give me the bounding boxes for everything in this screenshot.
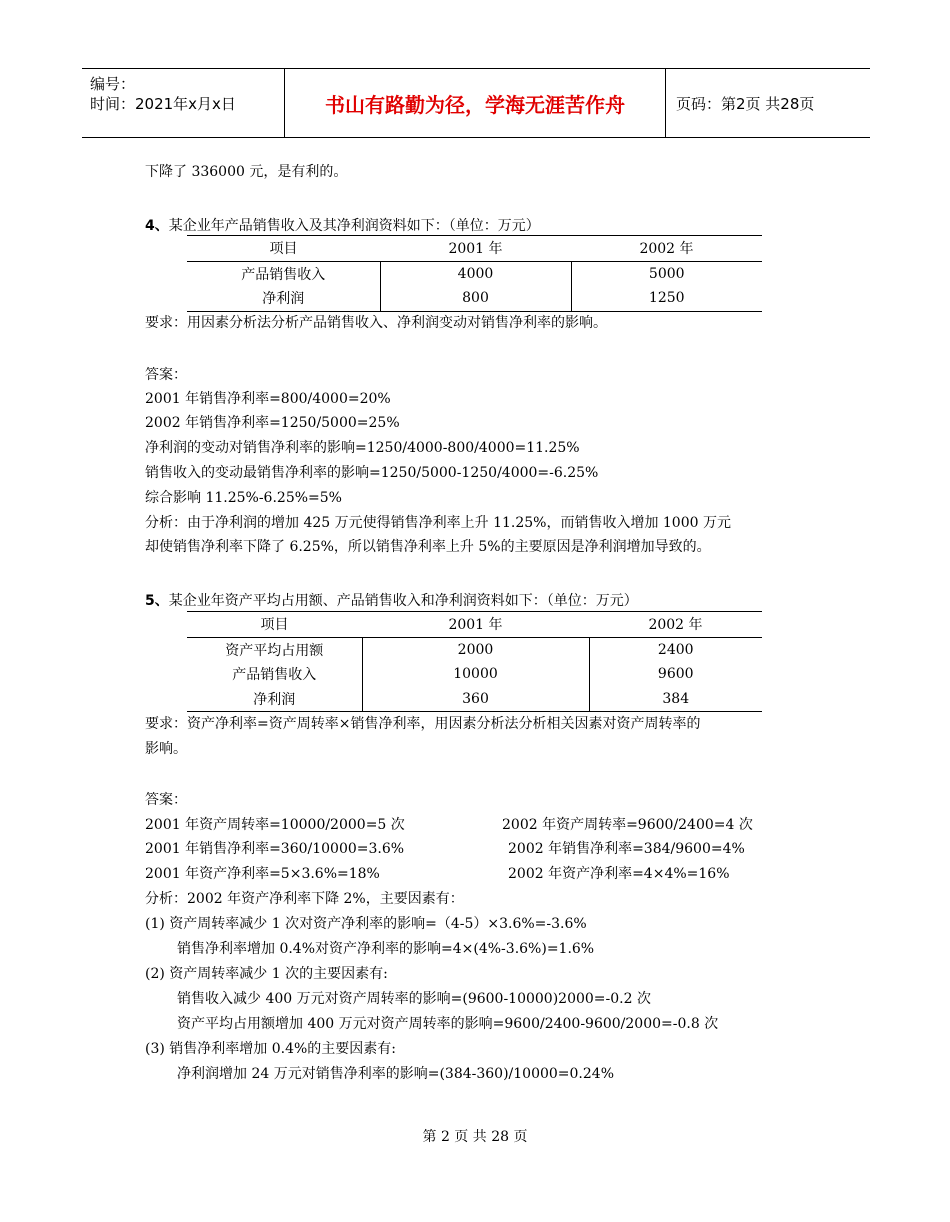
- answer-right: 2002 年资产净利率=4×4%=16%: [508, 866, 730, 882]
- header-left-cell: [82, 69, 285, 137]
- table-cell: 产品销售收入: [187, 261, 380, 286]
- table-cell: 1250: [571, 286, 762, 311]
- answer-line: 2001 年销售净利率=800/4000=20%: [145, 391, 391, 407]
- col-header: 项目: [187, 236, 380, 262]
- analysis-line: 资产平均占用额增加 400 万元对资产周转率的影响=9600/2400-9600/2000=-0.8 次: [177, 1016, 719, 1032]
- table-row: [187, 637, 762, 662]
- answer-line: 销售收入的变动最销售净利率的影响=1250/5000-1250/4000=-6.25%: [145, 465, 599, 481]
- table-cell: 净利润: [187, 687, 362, 712]
- answer-line: 分析：由于净利润的增加 425 万元使得销售净利率上升 11.25%，而销售收入增加 1000 万元: [145, 515, 731, 531]
- answer-line: 2002 年销售净利率=1250/5000=25%: [145, 415, 400, 431]
- answer-left: 2001 年资产净利率=5×3.6%=18%: [145, 866, 380, 882]
- answer-line: 净利润的变动对销售净利率的影响=1250/4000-800/4000=11.25%: [145, 440, 580, 456]
- table-cell: 4000: [380, 261, 571, 286]
- date-label: 时间：2021年x月x日: [90, 95, 236, 113]
- table-cell: 净利润: [187, 286, 380, 311]
- analysis-line: 分析：2002 年资产净利率下降 2%，主要因素有：: [145, 891, 464, 907]
- table-row: [187, 286, 762, 311]
- table-cell: 10000: [362, 662, 589, 687]
- table-cell: 9600: [657, 666, 694, 683]
- table-cell: 384: [589, 687, 762, 712]
- answer-line: 综合影响 11.25%-6.25%=5%: [145, 490, 342, 506]
- q5-answer-label: 答案：: [145, 792, 187, 808]
- table-cell: 资产平均占用额: [187, 637, 362, 662]
- answer-left: 2001 年销售净利率=360/10000=3.6%: [145, 841, 405, 857]
- table-header-row: [187, 236, 762, 262]
- q5-requirement-line: 要求：资产净利率=资产周转率×销售净利率，用因素分析法分析相关因素对资产周转率的: [145, 716, 701, 732]
- table-cell: 产品销售收入: [187, 662, 362, 687]
- answer-right: 2002 年资产周转率=9600/2400=4 次: [502, 817, 753, 833]
- q4-table: [187, 235, 762, 312]
- table-row: [187, 687, 762, 712]
- page-footer: 第 2 页 共 28 页: [422, 1129, 528, 1145]
- page-header: [82, 68, 870, 138]
- col-header: 2002 年: [589, 612, 762, 638]
- q5-table: [187, 611, 762, 712]
- q5-title: 某企业年资产平均占用额、产品销售收入和净利润资料如下：（单位：万元）: [168, 593, 638, 609]
- page-info: 页码：第2页 共28页: [676, 94, 815, 113]
- analysis-line: 销售收入减少 400 万元对资产周转率的影响=(9600-10000)2000=-0.2 次: [177, 991, 651, 1007]
- table-cell: 800: [380, 286, 571, 311]
- table-cell: 5000: [648, 265, 685, 282]
- q4-number: 4、: [145, 218, 169, 234]
- q5-requirement-line: 影响。: [145, 741, 187, 757]
- number-label: 编号：: [90, 75, 136, 93]
- q4-requirement: 要求：用因素分析法分析产品销售收入、净利润变动对销售净利率的影响。: [145, 315, 607, 331]
- col-header: 2002 年: [571, 236, 762, 262]
- analysis-line: (3) 销售净利率增加 0.4%的主要因素有:: [145, 1041, 397, 1057]
- answer-right: 2002 年销售净利率=384/9600=4%: [508, 841, 745, 857]
- table-cell: 2400: [657, 641, 694, 658]
- answer-left: 2001 年资产周转率=10000/2000=5 次: [145, 817, 405, 833]
- motto: 书山有路勤为径，学海无涯苦作舟: [285, 69, 666, 137]
- intro-line: 下降了 336000 元，是有利的。: [145, 164, 348, 180]
- q4-heading: [145, 215, 540, 235]
- analysis-line: 销售净利率增加 0.4%对资产净利率的影响=4×(4%-3.6%)=1.6%: [177, 941, 595, 957]
- q5-heading: [145, 590, 638, 610]
- table-cell: 360: [362, 687, 589, 712]
- analysis-line: 净利润增加 24 万元对销售净利率的影响=(384-360)/10000=0.24%: [177, 1066, 614, 1082]
- analysis-line: (2) 资产周转率减少 1 次的主要因素有:: [145, 966, 388, 982]
- col-header: 项目: [187, 612, 362, 638]
- answer-line: 却使销售净利率下降了 6.25%，所以销售净利率上升 5%的主要原因是净利润增加导致的。: [145, 539, 711, 555]
- col-header: 2001 年: [380, 236, 571, 262]
- col-header: 2001 年: [362, 612, 589, 638]
- answer-line: 答案：: [145, 367, 187, 383]
- table-row: [187, 662, 762, 687]
- table-row: [187, 261, 762, 286]
- table-header-row: [187, 612, 762, 638]
- table-cell: 2000: [362, 637, 589, 662]
- q5-number: 5、: [145, 593, 169, 609]
- analysis-line: (1) 资产周转率减少 1 次对资产净利率的影响=（4-5）×3.6%=-3.6%: [145, 916, 587, 932]
- q4-title: 某企业年产品销售收入及其净利润资料如下：（单位：万元）: [168, 218, 540, 234]
